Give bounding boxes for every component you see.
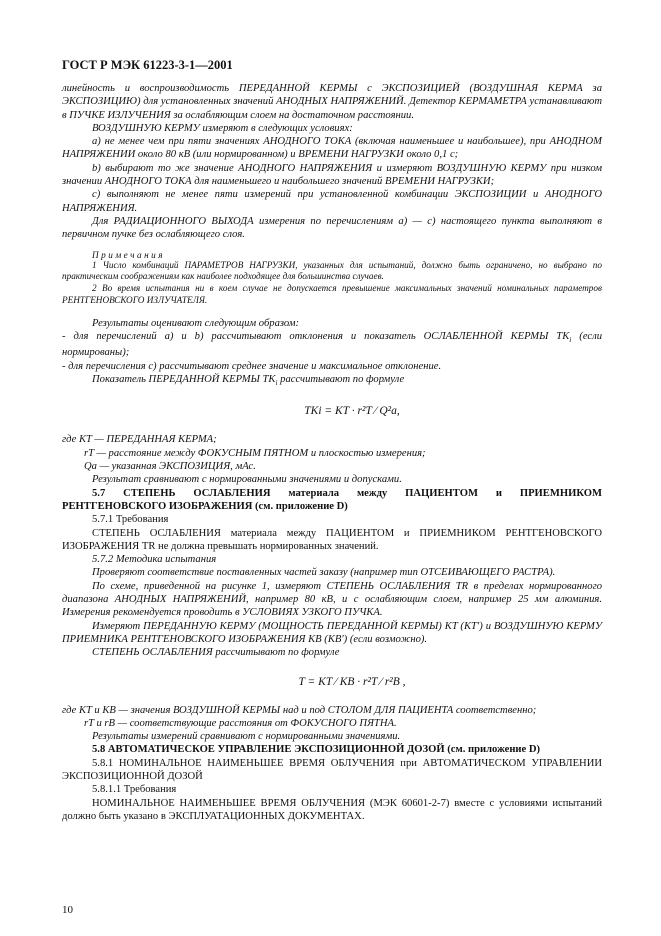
list-item: - для перечисления c) рассчитывают среднее значение и максимальное отклонение. [62, 360, 442, 372]
paragraph: Проверяют соответствие поставленных частей заказу (например тип ОТСЕИВАЮЩЕГО РАСТРА). [92, 567, 556, 579]
legend-item: где KT — ПЕРЕДАННАЯ КЕРМА; [62, 434, 217, 446]
formula-t: T = KT ⁄ KB · r²T ⁄ r²B , [298, 675, 406, 688]
paragraph: Результаты оценивают следующим образом: [92, 317, 300, 329]
paragraph: СТЕПЕНЬ ОСЛАБЛЕНИЯ материала между ПАЦИЕНТОМ и ПРИЕМНИКОМ РЕНТГЕНОВСКОГО ИЗОБРАЖЕНИЯ TR не должна превышать нормированных значений. [62, 527, 602, 552]
list-item-text: (если нормированы); [62, 331, 603, 359]
section-heading-5-7: 5.7 СТЕПЕНЬ ОСЛАБЛЕНИЯ материала между ПАЦИЕНТОМ и ПРИЕМНИКОМ РЕНТГЕНОВСКОГО ИЗОБРАЖЕНИЯ (см. приложение D) [62, 487, 602, 512]
note-item: 2 Во время испытания ни в коем случае не допускается превышение максимальных значений номинальных параметров РЕНТГЕНОВСКОГО ИЗЛУЧАТЕЛЯ. [62, 283, 602, 305]
subscript: i [275, 378, 278, 388]
legend-item: Qa — указанная ЭКСПОЗИЦИЯ, мАс. [84, 461, 256, 473]
subsection-heading: 5.8.1 НОМИНАЛЬНОЕ НАИМЕНЬШЕЕ ВРЕМЯ ОБЛУЧЕНИЯ при АВТОМАТИЧЕСКОМ УПРАВЛЕНИИ ЭКСПОЗИЦИОННОЙ ДОЗОЙ [62, 757, 602, 782]
paragraph: Результаты измерений сравнивают с нормированными значениями. [92, 731, 401, 743]
subscript: i [569, 335, 572, 345]
list-item-text: - для перечислений a) и b) рассчитывают отклонения и показатель ОСЛАБЛЕННОЙ КЕРМЫ TK [62, 331, 570, 343]
subsection-heading: 5.7.2 Методика испытания [92, 554, 217, 566]
paragraph: Измеряют ПЕРЕДАННУЮ КЕРМУ (МОЩНОСТЬ ПЕРЕДАННОЙ КЕРМЫ) KT (KT′) и ВОЗДУШНУЮ КЕРМУ ПРИЕМНИКА РЕНТГЕНОВСКОГО ИЗОБРАЖЕНИЯ KB (KB′) (если возможно). [62, 620, 602, 645]
paragraph-text: Показатель ПЕРЕДАННОЙ КЕРМЫ TK [92, 374, 276, 386]
note-item: 1 Число комбинаций ПАРАМЕТРОВ НАГРУЗКИ, указанных для испытаний, должно быть ограничено, но выбрано по практическим соображениям как наиболее подходящее для большинства случаев. [62, 259, 602, 282]
legend-item: где KT и KB — значения ВОЗДУШНОЙ КЕРМЫ над и под СТОЛОМ ДЛЯ ПАЦИЕНТА соответственно; [62, 704, 537, 716]
paragraph: линейность и воспроизводимость ПЕРЕДАННОЙ КЕРМЫ с ЭКСПОЗИЦИЕЙ (ВОЗДУШНАЯ КЕРМА за ЭКСПОЗИЦИЮ) для установленных значений АНОДНЫХ НАПРЯЖЕНИЙ. Детектор КЕРМАМЕТРА устанавливают в ПУЧКЕ ИЗЛУЧЕНИЯ за ослабляющим слоем на достаточном расстоянии. [62, 83, 602, 121]
page-header: ГОСТ Р МЭК 61223-3-1—2001 [62, 58, 233, 72]
list-item: b) выбирают то же значение АНОДНОГО НАПРЯЖЕНИЯ и измеряют ВОЗДУШНУЮ КЕРМУ при низком значении АНОДНОГО ТОКА для наименьшего и наибольшего значений ВРЕМЕНИ НАГРУЗКИ; [62, 162, 602, 188]
formula-tk: TKi = KT · r²T ⁄ Q²a, [304, 405, 400, 418]
page-number: 10 [62, 904, 73, 916]
list-item [62, 330, 602, 360]
paragraph [62, 373, 602, 389]
paragraph: НОМИНАЛЬНОЕ НАИМЕНЬШЕЕ ВРЕМЯ ОБЛУЧЕНИЯ (МЭК 60601-2-7) вместе с условиями испытаний должно быть указано в ЭКСПЛУАТАЦИОННЫХ ДОКУМЕНТАХ. [62, 797, 602, 822]
list-item: c) выполняют не менее пяти измерений при установленной комбинации ЭКСПОЗИЦИИ и АНОДНОГО НАПРЯЖЕНИЯ. [62, 189, 602, 214]
paragraph-text: рассчитывают по формуле [277, 374, 405, 386]
legend-item: rT — расстояние между ФОКУСНЫМ ПЯТНОМ и плоскостью измерения; [84, 447, 426, 459]
subsection-heading: 5.8.1.1 Требования [92, 784, 177, 796]
paragraph: ВОЗДУШНУЮ КЕРМУ измеряют в следующих условиях: [92, 122, 353, 134]
document-page [62, 58, 602, 823]
legend-item: rT и rB — соответствующие расстояния от ФОКУСНОГО ПЯТНА. [84, 717, 397, 729]
paragraph: СТЕПЕНЬ ОСЛАБЛЕНИЯ рассчитывают по формуле [92, 647, 340, 659]
paragraph: По схеме, приведенной на рисунке 1, измеряют СТЕПЕНЬ ОСЛАБЛЕНИЯ TR в пределах нормированного диапазона АНОДНЫХ НАПРЯЖЕНИЙ, например 80 кВ, и с ослабляющим слоем, например 25 мм алюминия. Измерения рекомендуется проводить в УСЛОВИЯХ УЗКОГО ПУЧКА. [62, 580, 602, 619]
subsection-heading: 5.7.1 Требования [92, 514, 169, 526]
list-item: a) не менее чем при пяти значениях АНОДНОГО ТОКА (включая наименьшее и наибольшее), при АНОДНОМ НАПРЯЖЕНИИ около 80 кВ (или нормированном) и ВРЕМЕНИ НАГРУЗКИ около 0,1 с; [62, 136, 602, 161]
section-heading-5-8: 5.8 АВТОМАТИЧЕСКОЕ УПРАВЛЕНИЕ ЭКСПОЗИЦИОННОЙ ДОЗОЙ (см. приложение D) [92, 744, 541, 756]
paragraph: Результат сравнивают с нормированными значениями и допусками. [92, 474, 402, 486]
notes-title: Примечания [92, 249, 166, 260]
paragraph: Для РАДИАЦИОННОГО ВЫХОДА измерения по перечислениям a) — c) настоящего пункта выполняют в первичном пучке без ослабляющего слоя. [62, 215, 602, 241]
